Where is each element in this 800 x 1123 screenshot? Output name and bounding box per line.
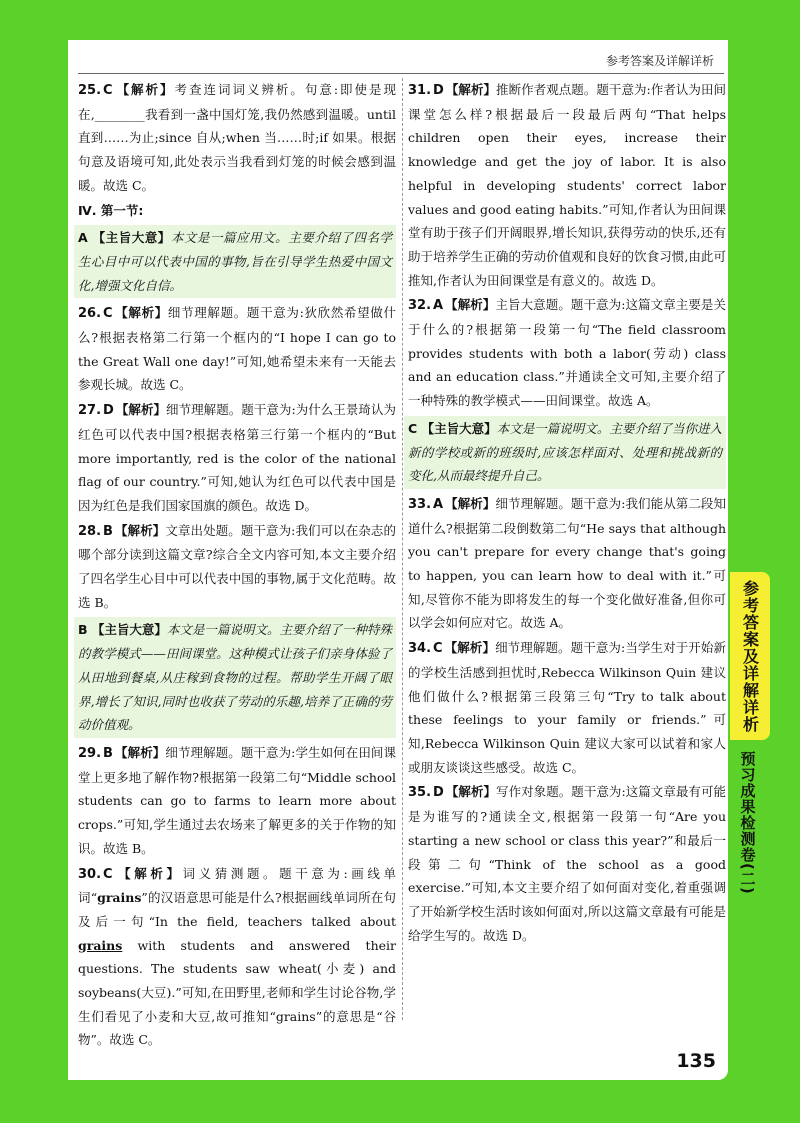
- answer-page: [68, 40, 728, 1080]
- side-tab-answers: 参考答案及详解详析: [730, 572, 770, 740]
- page-number: 135: [676, 1050, 716, 1072]
- answer-item-26: 26. C 【解析】细节理解题。题干意为:狄欣然希望做什么?根据表格第二行第一个框内的“I hope I can go to the Great Wall one day!”可知,她希望未来有一天能去参观长城。故选 C。: [78, 305, 396, 393]
- answer-item-29: 29. B 【解析】细节理解题。题干意为:学生如何在田间课堂上更多地了解作物?根据第一段第二句“Middle school students can go to farms to learn more about crops.”可知,学生通过去农场来了解更多的关于作物的知识。故选 B。: [78, 744, 396, 856]
- answer-item-27: 27. D 【解析】细节理解题。题干意为:为什么王景琦认为红色可以代表中国?根据表格第三行第一个框内的“But more importantly, red is the color of the national flag of our country.”可知,她认为红色可以代表中国是因为红色是我们国家国旗的颜色。故选 D。: [78, 402, 396, 513]
- page-header: 参考答案及详解详析: [605, 54, 714, 68]
- side-tab-test-title: 预习成果检测卷(二): [738, 751, 757, 895]
- answer-item-34: 34. C 【解析】细节理解题。题干意为:当学生对于开始新的学校生活感到担忧时,Rebecca Wilkinson Quin 建议他们做什么?根据第三段第三句“Try to talk about these feelings to your family or friends.”可知,Rebecca Wilkinson Quin 建议大家可以试着和家人或朋友谈谈这些感受。故选 C。: [408, 640, 726, 775]
- answer-item-28: 28. B 【解析】文章出处题。题干意为:我们可以在杂志的哪个部分读到这篇文章?综合全文内容可知,本文主要介绍了四名学生心目中可以代表中国的事物,属于文化范畴。故选 B。: [78, 522, 396, 610]
- summary-box-b: B 【主旨大意】本文是一篇说明文。主要介绍了一种特殊的教学模式——田间课堂。这种模式让孩子们亲身体验了从田地到餐桌,从庄稼到食物的过程。帮助学生开阔了眼界,增长了知识,同时也收获了劳动的乐趣,培养了正确的劳动价值观。: [74, 617, 396, 738]
- answer-item-30: 30. C 【解析】词义猜测题。题干意为:画线单词“grains”的汉语意思可能是什么?根据画线单词所在句及后一句“In the field, teachers talked about grains with students and answered their questions. The students saw wheat(小麦) and soybeans(大豆).”可知,在田野里,老师和学生讨论谷物,学生们看见了小麦和大豆,故可推知“grains”的意思是“谷物”。故选 C。: [78, 865, 397, 1048]
- right-column: [408, 78, 726, 948]
- left-column: [78, 78, 396, 1053]
- answer-item-32: 32. A 【解析】主旨大意题。题干意为:这篇文章主要是关于什么的?根据第一段第一句“The field classroom provides students with both a labor(劳动) class and an education class.”并通读全文可知,主要介绍了一种特殊的教学模式——田间课堂。故选 A。: [408, 297, 726, 409]
- header-rule: [78, 73, 724, 74]
- column-divider: [402, 78, 403, 1020]
- summary-box-a: A 【主旨大意】本文是一篇应用文。主要介绍了四名学生心目中可以代表中国的事物,旨在引导学生热爱中国文化,增强文化自信。: [74, 225, 396, 298]
- summary-box-c: C 【主旨大意】本文是一篇说明文。主要介绍了当你进入新的学校或新的班级时,应该怎样面对、处理和挑战新的变化,从而最终提升自己。: [404, 416, 726, 489]
- answer-item-31: 31. D 【解析】推断作者观点题。题干意为:作者认为田间课堂怎么样?根据最后一段最后两句“That helps children open their eyes, increase their knowledge and get the joy of labor. It is also helpful in developing students' correct labor values and good eating habits.”可知,作者认为田间课堂有助于孩子们开阔眼界,增长知识,获得劳动的快乐,还有助于培养学生正确的劳动价值观和良好的饮食习惯,由此可推知,作者认为田间课堂是有意义的。故选 D。: [408, 82, 726, 288]
- answer-item-33: 33. A 【解析】细节理解题。题干意为:我们能从第二段知道什么?根据第二段倒数第二句“He says that although you can't prepare for every change that's going to happen, you can learn how to deal with it.”可知,尽管你不能为即将发生的每一个变化做好准备,但你可以学会如何应对它。故选 A。: [408, 495, 726, 631]
- answer-item-25: 25. C 【解析】考查连词词义辨析。句意:即使是现在,________我看到一盏中国灯笼,我仍然感到温暖。until 直到……为止;since 自从;when 当……时;if 如果。根据句意及语境可知,此处表示当我看到灯笼的时候会感到温暖。故选 C。: [78, 82, 396, 193]
- section-heading: Ⅳ. 第一节:: [78, 202, 144, 218]
- answer-item-35: 35. D 【解析】写作对象题。题干意为:这篇文章最有可能是为谁写的?通读全文,根据第一段第一句“Are you starting a new school or class this year?”和最后一段第二句“Think of the school as a good exercise.”可知,本文主要介绍了如何面对变化,着重强调了开始新学校生活时该如何面对,所以这篇文章最有可能是给学生写的。故选 D。: [408, 784, 726, 943]
